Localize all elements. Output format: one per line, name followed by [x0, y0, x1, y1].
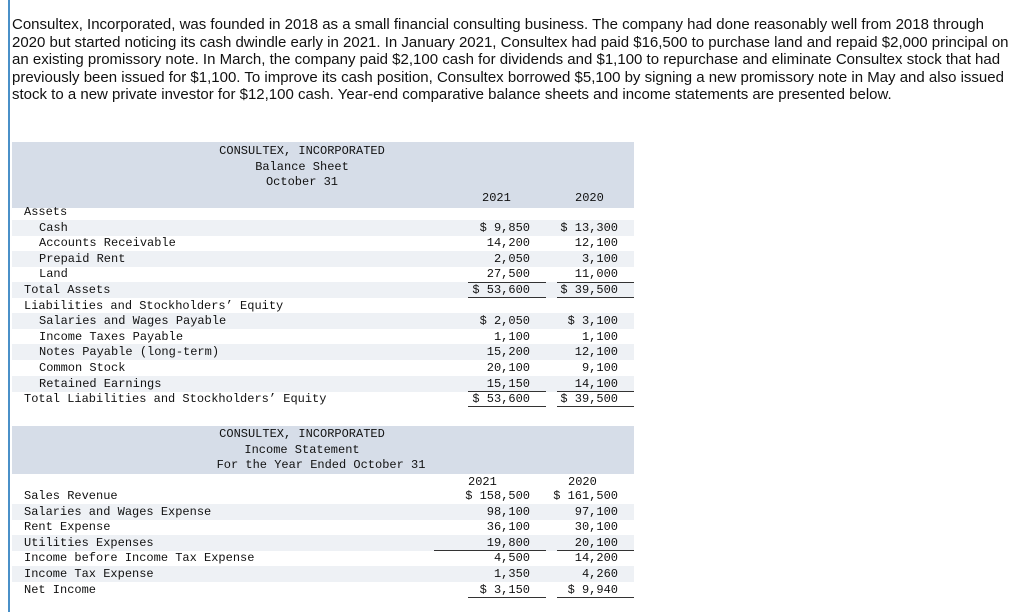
value-2020: $ 161,500 [553, 489, 618, 503]
value-2020: $ 39,500 [560, 392, 618, 407]
balance-sheet-row [12, 298, 634, 314]
row-label: Income Tax Expense [24, 567, 154, 581]
total-rule [468, 597, 546, 598]
income-statement-row [12, 519, 634, 535]
value-2021: 36,100 [486, 520, 530, 535]
income-statement-title: Income Statement [244, 442, 360, 457]
value-2020: 14,200 [574, 551, 618, 566]
income-statement-row [12, 504, 634, 520]
value-2020: $ 39,500 [560, 283, 618, 297]
value-2021: 2,050 [493, 251, 530, 266]
balance-sheet-row [12, 376, 634, 392]
total-rule [557, 282, 634, 283]
row-label: Common Stock [39, 361, 126, 375]
value-2020: 97,100 [574, 504, 618, 519]
income-statement-table [12, 426, 634, 606]
row-label: Salaries and Wages Expense [24, 504, 212, 519]
row-label: Notes Payable (long-term) [39, 345, 220, 360]
balance-sheet-table [12, 142, 634, 412]
income-statement-period: For the Year Ended October 31 [216, 458, 426, 472]
row-label: Cash [39, 220, 68, 235]
total-rule [468, 406, 546, 407]
value-2021: $ 9,850 [479, 220, 530, 235]
value-2021: 15,150 [486, 376, 530, 391]
left-margin-bar [8, 0, 10, 612]
balance-sheet-row [12, 344, 634, 360]
problem-intro-text: Consultex, Incorporated, was founded in 2018 as a small financial consulting business. The company had done reasonably well from 2018 through 2020 but started noticing its cash dwindle early in 2021. In January 2021, Consultex had paid $16,500 to purchase land and repaid $2,000 principal on an existing promissory note. In March, the company paid $2,100 cash for dividends and $1,100 to repurchase and eliminate Consultex stock that had previously been issued for $1,100. To improve its cash position, Consultex borrowed $5,100 by signing a new promissory note in May and also issued stock to a new private investor for $12,100 cash. Year-end comparative balance sheets and income statements are presented below. [12, 16, 1009, 104]
row-label: Prepaid Rent [39, 251, 126, 266]
value-2021: 4,500 [493, 551, 530, 566]
balance-sheet-row [12, 360, 634, 376]
balance-sheet-row [12, 282, 634, 298]
row-label: Assets [24, 205, 68, 219]
value-2021: $ 53,600 [472, 392, 530, 407]
balance-sheet-title: Balance Sheet [255, 159, 349, 174]
balance-sheet-period: October 31 [265, 175, 338, 189]
value-2020: 11,000 [574, 267, 618, 282]
balance-sheet-row [12, 313, 634, 329]
row-label: Rent Expense [24, 520, 111, 535]
income-statement-col-2020: 2020 [568, 475, 597, 489]
income-statement-row [12, 535, 634, 551]
row-label: Salaries and Wages Payable [39, 314, 227, 329]
value-2020: 3,100 [581, 251, 618, 266]
value-2020: 14,100 [574, 376, 618, 391]
balance-sheet-row [12, 220, 634, 236]
value-2021: $ 53,600 [472, 283, 530, 297]
value-2021: 27,500 [486, 267, 530, 282]
value-2021: $ 158,500 [465, 489, 530, 503]
balance-sheet-row [12, 329, 634, 345]
total-rule [434, 550, 546, 551]
value-2021: 1,350 [493, 567, 530, 581]
value-2020: $ 9,940 [567, 582, 618, 597]
income-statement-row [12, 550, 634, 566]
value-2021: $ 3,150 [479, 582, 530, 597]
balance-sheet-row [12, 251, 634, 267]
value-2021: 1,100 [493, 329, 530, 344]
row-label: Income Taxes Payable [39, 329, 184, 344]
total-rule [468, 282, 546, 283]
value-2021: 15,200 [486, 345, 530, 360]
total-rule [468, 297, 546, 298]
value-2021: $ 2,050 [479, 314, 530, 329]
row-label: Income before Income Tax Expense [24, 551, 255, 566]
balance-sheet-col-2020: 2020 [575, 191, 604, 205]
row-label: Liabilities and Stockholders’ Equity [24, 298, 284, 313]
value-2021: 14,200 [486, 236, 530, 251]
balance-sheet-col-2021: 2021 [482, 191, 511, 205]
income-statement-company: CONSULTEX, INCORPORATED [219, 427, 385, 441]
balance-sheet-row [12, 266, 634, 282]
row-label: Utilities Expenses [24, 535, 154, 550]
total-rule [468, 391, 546, 392]
value-2021: 20,100 [486, 361, 530, 375]
total-rule [557, 550, 634, 551]
total-rule [557, 597, 634, 598]
value-2020: 30,100 [574, 520, 618, 535]
total-rule [557, 406, 634, 407]
income-statement-row [12, 488, 634, 504]
row-label: Net Income [24, 582, 97, 597]
balance-sheet-row [12, 204, 634, 220]
value-2020: $ 13,300 [560, 220, 618, 235]
value-2020: 4,260 [581, 567, 618, 581]
row-label: Retained Earnings [39, 376, 162, 391]
value-2020: 12,100 [574, 236, 618, 251]
income-statement-col-2021: 2021 [468, 475, 497, 489]
balance-sheet-row [12, 235, 634, 251]
balance-sheet-row [12, 391, 634, 407]
row-label: Sales Revenue [24, 489, 118, 503]
row-label: Land [39, 267, 68, 282]
row-label: Total Assets [24, 283, 111, 297]
row-label: Total Liabilities and Stockholders’ Equity [24, 392, 327, 407]
total-rule [557, 391, 634, 392]
value-2020: $ 3,100 [567, 314, 618, 329]
value-2020: 1,100 [581, 329, 618, 344]
value-2021: 19,800 [486, 535, 530, 550]
income-statement-row [12, 582, 634, 598]
value-2021: 98,100 [486, 504, 530, 519]
balance-sheet-company: CONSULTEX, INCORPORATED [219, 144, 385, 158]
income-statement-row [12, 566, 634, 582]
total-rule [557, 297, 634, 298]
value-2020: 20,100 [574, 535, 618, 550]
value-2020: 12,100 [574, 345, 618, 360]
row-label: Accounts Receivable [39, 236, 176, 251]
value-2020: 9,100 [581, 361, 618, 375]
